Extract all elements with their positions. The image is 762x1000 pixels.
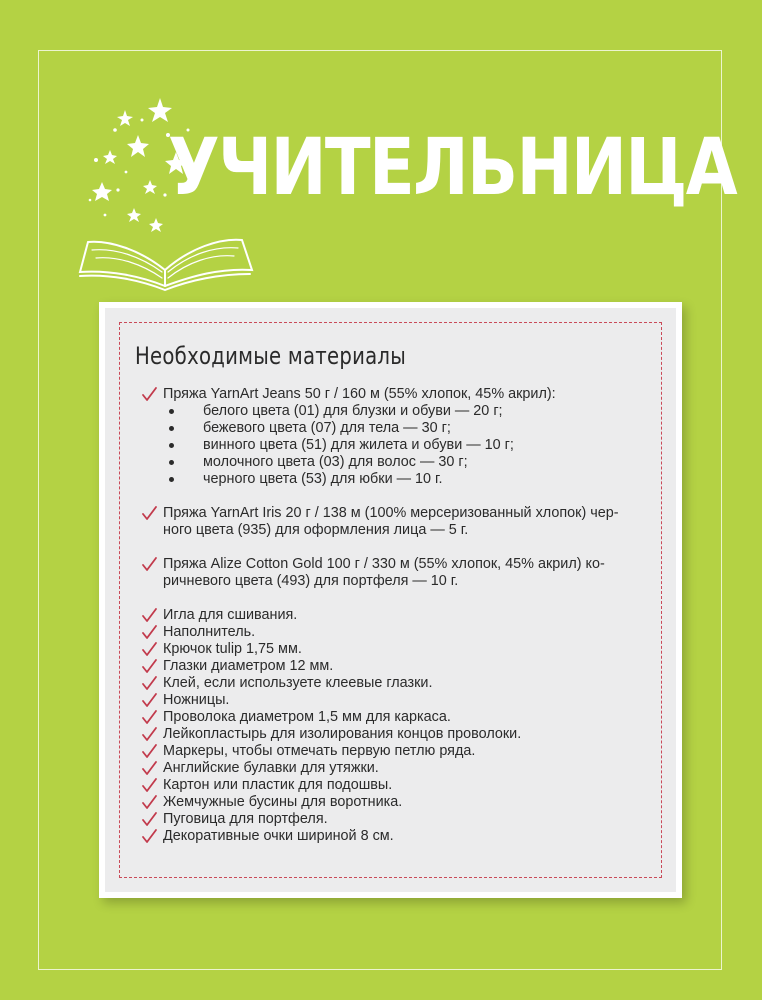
item-text: Игла для сшивания. (163, 607, 298, 623)
item-text: Крючок tulip 1,75 мм. (163, 641, 302, 657)
materials-list (141, 386, 661, 845)
check-icon (141, 760, 159, 777)
color-item: черного цвета (53) для юбки — 10 г. (163, 471, 661, 488)
bullet-icon (169, 477, 174, 482)
color-item: бежевого цвета (07) для тела — 30 г; (163, 420, 661, 437)
list-item (141, 675, 661, 692)
list-item (141, 811, 661, 828)
list-item (141, 556, 661, 590)
check-icon (141, 743, 159, 760)
list-item (141, 607, 661, 624)
item-text: Наполнитель. (163, 624, 256, 640)
check-icon (141, 709, 159, 726)
bullet-icon (169, 409, 174, 414)
check-icon (141, 794, 159, 811)
list-item (141, 777, 661, 794)
list-item (141, 505, 661, 539)
yarn2-line1: Пряжа YarnArt Iris 20 г / 138 м (100% мерсеризованный хлопок) чер- (163, 505, 619, 521)
list-item (141, 624, 661, 641)
item-text: Лейкопластырь для изолирования концов проволоки. (163, 726, 522, 742)
list-item (141, 658, 661, 675)
check-icon (141, 658, 159, 675)
item-text: Клей, если используете клеевые глазки. (163, 675, 433, 691)
yarn2-line2: ного цвета (935) для оформления лица — 5 г. (163, 522, 469, 538)
color-item: молочного цвета (03) для волос — 30 г; (163, 454, 661, 471)
yarn1-text: Пряжа YarnArt Jeans 50 г / 160 м (55% хлопок, 45% акрил): (163, 386, 556, 402)
yarn3-line1: Пряжа Alize Cotton Gold 100 г / 330 м (55% хлопок, 45% акрил) ко- (163, 556, 605, 572)
check-icon (141, 777, 159, 794)
color-item: белого цвета (01) для блузки и обуви — 20 г; (163, 403, 661, 420)
list-item (141, 709, 661, 726)
list-item (141, 386, 661, 488)
check-icon (141, 624, 159, 641)
color-item: винного цвета (51) для жилета и обуви — 10 г; (163, 437, 661, 454)
materials-heading: Необходимые материалы (135, 342, 407, 370)
list-item (141, 743, 661, 760)
list-item (141, 760, 661, 777)
item-text: Декоративные очки шириной 8 см. (163, 828, 394, 844)
check-icon (141, 607, 159, 624)
check-icon (141, 641, 159, 658)
check-icon (141, 556, 159, 573)
item-text: Картон или пластик для подошвы. (163, 777, 393, 793)
check-icon (141, 505, 159, 522)
list-item (141, 794, 661, 811)
item-text: Ножницы. (163, 692, 230, 708)
check-icon (141, 386, 159, 403)
check-icon (141, 828, 159, 845)
item-text: Глазки диаметром 12 мм. (163, 658, 334, 674)
bullet-icon (169, 426, 174, 431)
check-icon (141, 675, 159, 692)
bullet-icon (169, 460, 174, 465)
page-title: УЧИТЕЛЬНИЦА (168, 123, 737, 213)
check-icon (141, 811, 159, 828)
bullet-icon (169, 443, 174, 448)
item-text: Английские булавки для утяжки. (163, 760, 379, 776)
color-sublist (163, 403, 661, 488)
list-item (141, 726, 661, 743)
list-item (141, 641, 661, 658)
check-icon (141, 726, 159, 743)
materials-card (99, 302, 682, 898)
item-text: Пуговица для портфеля. (163, 811, 328, 827)
list-item (141, 692, 661, 709)
check-icon (141, 692, 159, 709)
yarn3-line2: ричневого цвета (493) для портфеля — 10 г. (163, 573, 459, 589)
item-text: Проволока диаметром 1,5 мм для каркаса. (163, 709, 451, 725)
list-item (141, 828, 661, 845)
item-text: Маркеры, чтобы отмечать первую петлю ряда. (163, 743, 476, 759)
item-text: Жемчужные бусины для воротника. (163, 794, 403, 810)
